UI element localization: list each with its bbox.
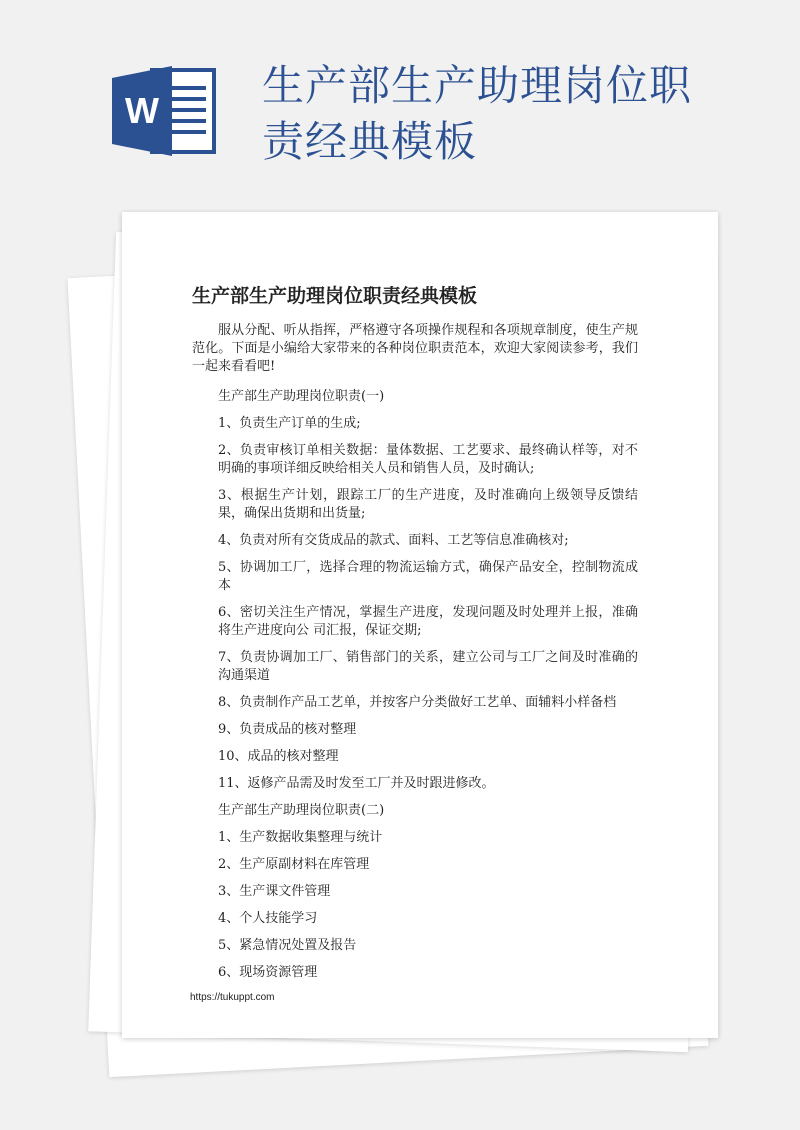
duty-item: 8、负责制作产品工艺单，并按客户分类做好工艺单、面辅料小样备档 bbox=[218, 695, 617, 710]
word-logo-icon bbox=[112, 66, 216, 156]
duty-item: 6、密切关注生产情况，掌握生产进度，发现问题及时处理并上报，准确将生产进度向公 司汇报，保证交期; bbox=[218, 605, 638, 638]
banner-title: 生产部生产助理岗位职责经典模板 bbox=[262, 61, 693, 166]
section-heading: 生产部生产助理岗位职责(一) bbox=[218, 389, 385, 404]
duty-item: 6、现场资源管理 bbox=[218, 965, 318, 980]
duty-item: 4、负责对所有交货成品的款式、面料、工艺等信息准确核对; bbox=[218, 533, 569, 548]
duty-item: 5、紧急情况处置及报告 bbox=[218, 938, 357, 953]
duty-item: 1、负责生产订单的生成; bbox=[218, 416, 361, 431]
intro-paragraph: 服从分配、听从指挥，严格遵守各项操作规程和各项规章制度，使生产规范化。下面是小编给大家带来的各种岗位职责范本，欢迎大家阅读参考，我们一起来看看吧! bbox=[192, 323, 638, 374]
duty-item: 3、生产课文件管理 bbox=[218, 884, 331, 899]
duty-item: 4、个人技能学习 bbox=[218, 911, 318, 926]
duty-item: 9、负责成品的核对整理 bbox=[218, 722, 357, 737]
duty-item: 3、根据生产计划，跟踪工厂的生产进度，及时准确向上级领导反馈结果，确保出货期和出货量; bbox=[218, 488, 638, 521]
document-body bbox=[192, 322, 638, 982]
duty-item: 5、协调加工厂，选择合理的物流运输方式，确保产品安全，控制物流成本 bbox=[218, 560, 638, 593]
footer-url: https://tukuppt.com bbox=[190, 992, 275, 1003]
duty-item: 7、负责协调加工厂、销售部门的关系，建立公司与工厂之间及时准确的沟通渠道 bbox=[218, 650, 638, 683]
duty-item: 2、负责审核订单相关数据：量体数据、工艺要求、最终确认样等，对不明确的事项详细反映给相关人员和销售人员，及时确认; bbox=[218, 443, 638, 476]
duty-item: 1、生产数据收集整理与统计 bbox=[218, 830, 383, 845]
section-heading: 生产部生产助理岗位职责(二) bbox=[218, 803, 385, 818]
logo-letter: W bbox=[125, 90, 159, 131]
duty-item: 2、生产原副材料在库管理 bbox=[218, 857, 370, 872]
duty-item: 11、返修产品需及时发至工厂并及时跟进修改。 bbox=[218, 776, 495, 791]
document-title: 生产部生产助理岗位职责经典模板 bbox=[192, 285, 478, 307]
duty-item: 10、成品的核对整理 bbox=[218, 749, 339, 764]
